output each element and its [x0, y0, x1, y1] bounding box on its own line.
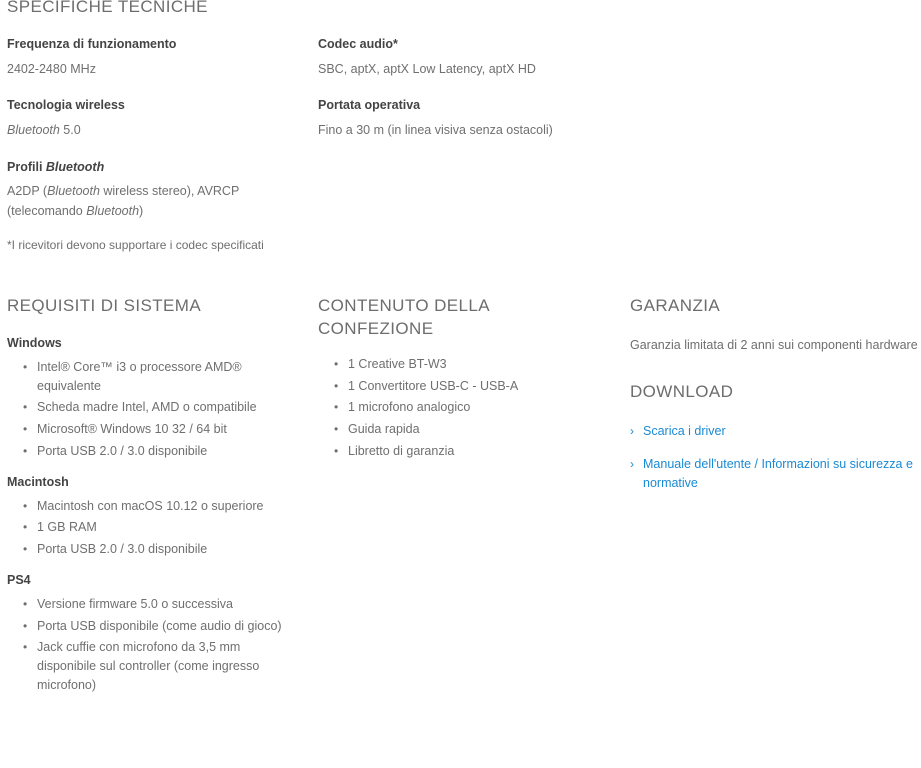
download-manual-label: Manuale dell'utente / Informazioni su sicurezza e normative	[643, 457, 913, 491]
chevron-right-icon: ›	[630, 423, 634, 438]
requirements-list-windows	[7, 358, 287, 461]
list-item: • Microsoft® Windows 10 32 / 64 bit	[37, 420, 287, 439]
spec-item	[7, 36, 307, 79]
download-drivers-label: Scarica i driver	[643, 423, 726, 438]
list-item: • 1 GB RAM	[37, 518, 287, 537]
package-contents-list	[318, 355, 608, 461]
list-item: • 1 Creative BT-W3	[348, 355, 608, 374]
download-manual-link[interactable]	[630, 455, 921, 494]
system-requirements-section	[7, 295, 287, 699]
spec-value: 2402-2480 MHz	[7, 61, 96, 76]
list-item: • 1 microfono analogico	[348, 398, 608, 417]
spec-value: Bluetooth 5.0	[7, 123, 81, 138]
list-item: • Porta USB disponibile (come audio di gioco)	[37, 617, 287, 636]
spec-label: Codec audio*	[318, 37, 398, 51]
list-item: • Scheda madre Intel, AMD o compatibile	[37, 398, 287, 417]
list-item: • Intel® Core™ i3 o processore AMD® equivalente	[37, 358, 287, 396]
list-item: • Porta USB 2.0 / 3.0 disponibile	[37, 442, 287, 461]
requirements-group-windows-label: Windows	[7, 335, 62, 350]
list-item: • Porta USB 2.0 / 3.0 disponibile	[37, 540, 287, 559]
spec-value: A2DP (Bluetooth wireless stereo), AVRCP (telecomando Bluetooth)	[7, 184, 240, 218]
warranty-text: Garanzia limitata di 2 anni sui componenti hardware	[630, 337, 918, 352]
list-item: • Versione firmware 5.0 o successiva	[37, 595, 287, 614]
spec-label: Profili Bluetooth	[7, 159, 105, 174]
chevron-right-icon: ›	[630, 457, 634, 471]
list-item: • Libretto di garanzia	[348, 442, 608, 461]
list-item: • Guida rapida	[348, 420, 608, 439]
technical-specs-title: SPECIFICHE TECNICHE	[7, 0, 208, 16]
download-drivers-link[interactable]	[630, 422, 921, 441]
spec-item	[7, 97, 307, 140]
list-item: • 1 Convertitore USB-C - USB-A	[348, 377, 608, 396]
system-requirements-title: REQUISITI DI SISTEMA	[7, 296, 202, 315]
requirements-list-macintosh	[7, 497, 287, 559]
spec-item	[318, 36, 648, 79]
spec-label: Frequenza di funzionamento	[7, 37, 177, 51]
spec-value: Fino a 30 m (in linea visiva senza ostacoli)	[318, 123, 553, 138]
requirements-group-macintosh-label: Macintosh	[7, 474, 69, 489]
spec-item	[318, 97, 648, 140]
spec-value: SBC, aptX, aptX Low Latency, aptX HD	[318, 61, 536, 76]
requirements-list-ps4	[7, 595, 287, 695]
spec-label: Tecnologia wireless	[7, 98, 125, 113]
spec-label: Portata operativa	[318, 98, 421, 113]
requirements-group-ps4-label: PS4	[7, 572, 31, 587]
specs-left-column	[7, 36, 307, 239]
specs-right-column	[318, 36, 648, 159]
warranty-title: GARANZIA	[630, 296, 721, 315]
list-item: • Jack cuffie con microfono da 3,5 mm disponibile sul controller (come ingresso microfono)	[37, 638, 287, 694]
package-contents-title: CONTENUTO DELLA CONFEZIONE	[318, 296, 490, 338]
specs-footnote: *I ricevitori devono supportare i codec specificati	[7, 238, 264, 252]
package-contents-section	[318, 295, 608, 465]
spec-item	[7, 159, 307, 222]
warranty-download-section	[630, 295, 920, 508]
download-title: DOWNLOAD	[630, 381, 734, 401]
list-item: • Macintosh con macOS 10.12 o superiore	[37, 497, 287, 516]
